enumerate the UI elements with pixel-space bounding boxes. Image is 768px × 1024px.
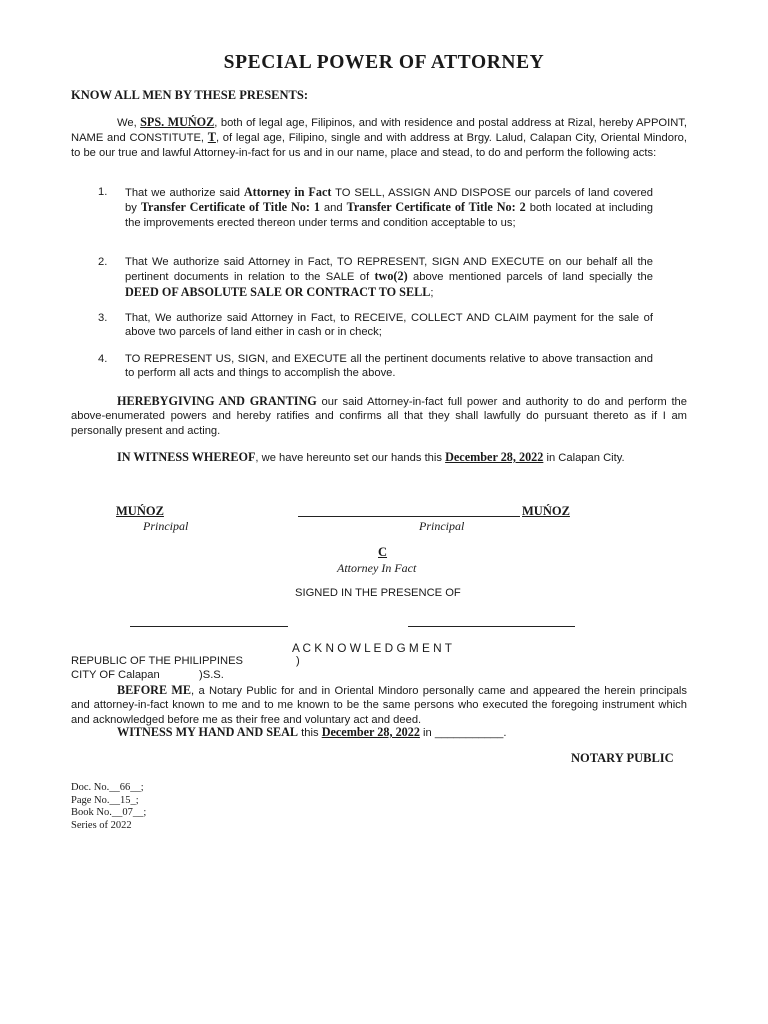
know-all-men-heading: KNOW ALL MEN BY THESE PRESENTS:	[71, 88, 308, 102]
acknowledgment-heading: A C K N O W L E D G M E N T	[292, 641, 452, 655]
republic-label: REPUBLIC OF THE PHILIPPINES	[71, 655, 244, 667]
principal-left-name: MUŃOZ	[116, 504, 164, 518]
series-year: Series of 2022	[71, 820, 132, 831]
document-title: SPECIAL POWER OF ATTORNEY	[223, 52, 545, 73]
witness-line-left	[130, 626, 288, 627]
witness-date: December 28, 2022	[445, 450, 544, 464]
doc-number: Doc. No.__66__;	[71, 782, 144, 793]
signed-presence-label: SIGNED IN THE PRESENCE OF	[295, 587, 461, 599]
witness-line-right	[408, 626, 575, 627]
before-me-paragraph: BEFORE ME, a Notary Public for and in Oriental Mindoro personally came and appeared the herein principals and attorney-in-fact known to me and to me known to be the same persons who executed the foregoing instrument which and acknowledged before me as their free and voluntary act and deed.	[71, 683, 687, 726]
witness-paragraph: IN WITNESS WHEREOF, we have hereunto set our hands this December 28, 2022 in Calapan City.	[117, 450, 625, 464]
page-number: Page No.__15_;	[71, 795, 139, 806]
notary-public-label: NOTARY PUBLIC	[571, 751, 674, 765]
intro-paragraph: We, SPS. MUŃOZ, both of legal age, Filipinos, and with residence and postal address at Rizal, hereby APPOINT, NAME and CONSTITUTE, T, of legal age, Filipino, single and with address at Brgy. Lalud, Calapan City, Oriental Mindoro, to be our true and lawful Attorney-in-fact for us and in our name, place and stead, to do and perform the following acts:	[71, 115, 688, 159]
principal-left-role: Principal	[143, 519, 189, 533]
attorney-role: Attorney In Fact	[337, 561, 417, 575]
principals-name: SPS. MUŃOZ	[140, 115, 215, 129]
seal-date: December 28, 2022	[321, 725, 420, 739]
signature-line	[298, 516, 520, 517]
granting-paragraph: HEREBYGIVING AND GRANTING our said Attorney-in-fact full power and authority to do and perform the above-enumerated powers and hereby ratifies and confirms all that they shall lawfully do pursuant thereto as if I am personally present and acting.	[71, 394, 687, 437]
book-number: Book No.__07__;	[71, 807, 147, 818]
principal-right-name: MUŃOZ	[522, 504, 570, 518]
seal-paragraph: WITNESS MY HAND AND SEAL this December 28, 2022 in ___________.	[117, 725, 507, 739]
attorney-name: T	[207, 130, 216, 145]
principal-right-role: Principal	[419, 519, 465, 533]
city-label: CITY OF Calapan	[71, 669, 160, 681]
city-ss: )S.S.	[199, 669, 224, 681]
republic-paren: )	[296, 655, 300, 667]
attorney-signature-name: C	[378, 545, 388, 559]
